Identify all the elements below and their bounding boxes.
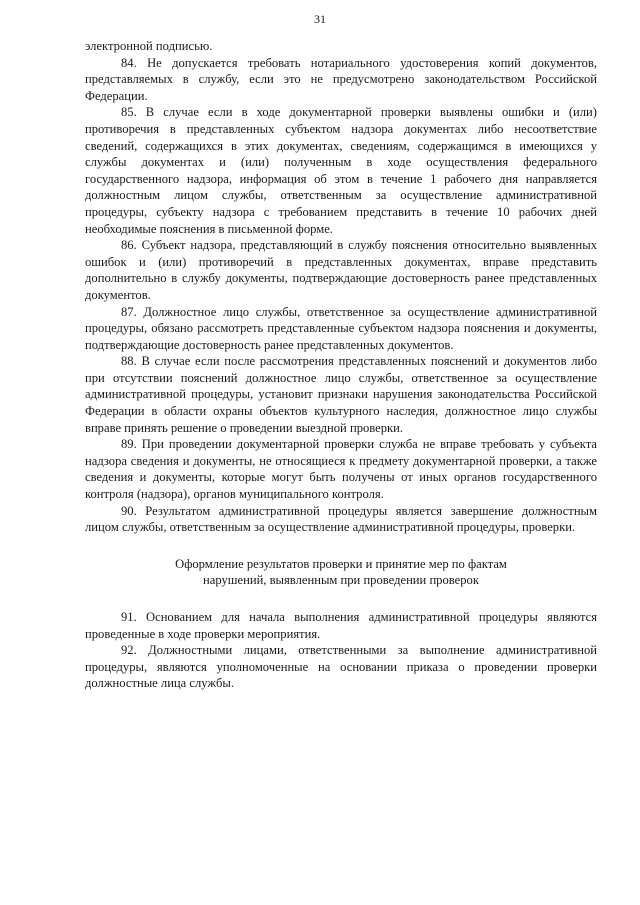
section-heading xyxy=(85,556,597,589)
page-number: 31 xyxy=(314,12,326,26)
paragraph-84: 84. Не допускается требовать нотариального удостоверения копий документов, представляемых в службу, если это не предусмотрено законодательством Российской Федерации. xyxy=(85,55,597,103)
paragraph-90: 90. Результатом административной процедуры является завершение должностным лицом службы, ответственным за осуществление административной процедуры, проверки. xyxy=(85,503,597,535)
paragraph-88: 88. В случае если после рассмотрения представленных пояснений и документов либо при отсутствии пояснений должностное лицо службы, ответственное за осуществление административной процедуры, установит признаки нарушения законодательства Российской Федерации в области охраны объектов культурного наследия, должностное лицо службы вправе принять решение о проведении выездной проверки. xyxy=(85,354,597,435)
paragraph-85: 85. В случае если в ходе документарной проверки выявлены ошибки и (или) противоречия в представленных субъектом надзора документах либо несоответствие сведений, содержащихся в этих документах, сведениям, содержащимся в имеющихся у службы документах и (или) полученным в ходе осуществления федерального государственного надзора, информация об этом в течение 1 рабочего дня направляется должностным лицом службы, ответственным за осуществление административной процедуры, субъекту надзора с требованием представить в течение 10 рабочих дней необходимые пояснения в письменной форме. xyxy=(85,105,597,236)
paragraph-86: 86. Субъект надзора, представляющий в службу пояснения относительно выявленных ошибок и (или) противоречий в представленных документах, вправе представить дополнительно в службу документы, подтверждающие достоверность ранее представленных документов. xyxy=(85,238,597,302)
paragraph-91: 91. Основанием для начала выполнения административной процедуры являются проведенные в ходе проверки мероприятия. xyxy=(85,610,597,641)
paragraph-87: 87. Должностное лицо службы, ответственное за осуществление административной процедуры, обязано рассмотреть представленные субъектом надзора пояснения и документы, подтверждающие достоверность ранее представленных документов. xyxy=(85,304,597,352)
section-heading-line-2: нарушений, выявленным при проведении проверок xyxy=(203,573,479,588)
document-body xyxy=(85,38,597,692)
paragraph-92: 92. Должностными лицами, ответственными за выполнение административной процедуры, являются уполномоченные на основании приказа о проведении проверки должностные лица службы. xyxy=(85,643,597,691)
paragraph-continuation: электронной подписью. xyxy=(85,39,213,53)
paragraph-89: 89. При проведении документарной проверки служба не вправе требовать у субъекта надзора сведения и документы, не относящиеся к предмету документарной проверки, а также сведения и документы, которые могут быть получены от иных органов государственного контроля (надзора), органов муниципального контроля. xyxy=(85,437,597,502)
section-heading-line-1: Оформление результатов проверки и принятие мер по фактам xyxy=(175,556,507,571)
